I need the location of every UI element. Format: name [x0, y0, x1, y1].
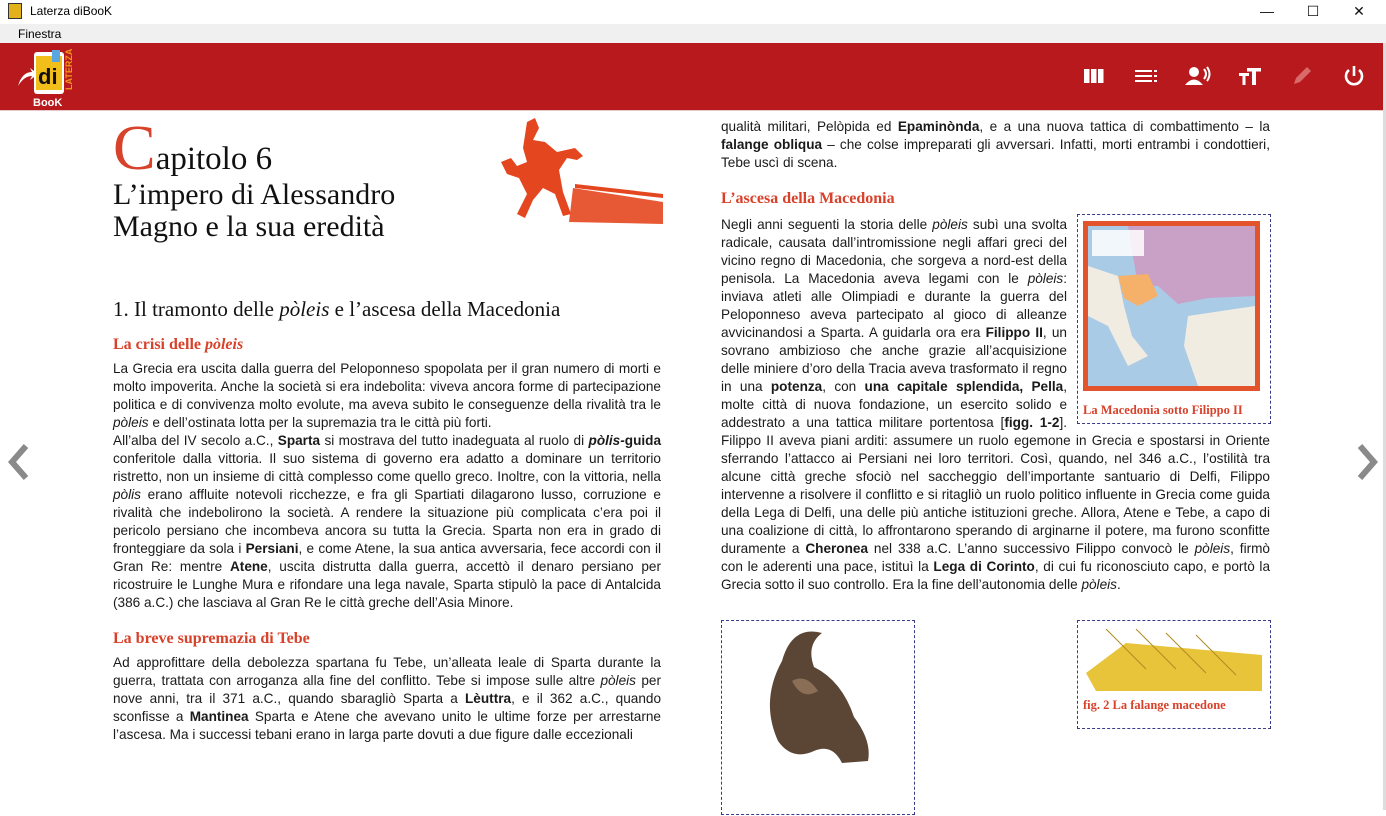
text-run: L’ascesa della Macedonia [721, 190, 895, 207]
text-run: si mostrava del tutto inadeguata al ruolo di [320, 433, 589, 448]
helmet-image [722, 621, 914, 811]
minimize-button[interactable]: — [1260, 3, 1274, 19]
next-page-arrow-icon[interactable] [1352, 440, 1382, 484]
read-aloud-icon[interactable] [1185, 63, 1211, 89]
menu-bar [0, 24, 1386, 43]
text-run: falange obliqua [721, 137, 823, 152]
figure-caption: fig. 2 La falange macedone [1083, 698, 1226, 712]
text-run: La Grecia era uscita dalla guerra del Peloponneso spopolata per il gran numero di morti e molto impoverita. Anche la società si era indebolita: viveva ancora forme di partecipazione politica e di convivenza molto evolute, ma aveva subito le conseguenze della rivalità tra le [113, 361, 661, 412]
chapter-title-line2: Magno e la sua eredità [113, 210, 385, 243]
pencil-icon[interactable] [1289, 63, 1315, 89]
text-run: Lèuttra [465, 691, 512, 706]
text-run: : inviava atleti alle Olimpiadi e durante la guerra del Peloponneso aveva partecipato al gioco di alleanze avvicinandosi a Sparta. A guidarla ora era [721, 271, 1067, 340]
power-icon[interactable] [1341, 63, 1367, 89]
window-titlebar [0, 0, 1386, 24]
text-run: , un sovrano ambizioso che anche grazie all’acquisizione delle miniere d’oro della Tracia aveva trasformato il regno in una [721, 325, 1067, 394]
text-run: ]. Filippo II aveva piani arditi: assumere un ruolo egemone in Grecia e spostarsi in Oriente sferrando l’attacco ai Persiani nei loro territori. Così, quando, nel 346 a.C., l’ostilità tra alcune città greche sfociò nel saccheggio dell’importante santuario di Delfi, Filippo intervenne a risolvere il conflitto e si ritagliò un ruolo politico influente in Grecia come guida della Lega di Delfi, una delle più antiche istituzioni greche. Allora, Atene e Tebe, a capo di una coalizione di città, lo affrontarono sperando di arginarne il potere, ma furono sconfitte duramente a [721, 415, 1270, 556]
text-run: Mantinea [189, 709, 249, 724]
phalanx-image [1086, 629, 1262, 691]
text-run: Sparta [277, 433, 321, 448]
maximize-button[interactable]: ☐ [1306, 3, 1320, 19]
left-column [113, 112, 662, 744]
text-run: potenza [770, 379, 823, 394]
paragraph [113, 654, 661, 744]
macedonia-map-image [1083, 221, 1260, 391]
text-run: erano affluite notevoli ricchezze, e fra gli Spartiati dilagarono lusso, corruzione e rivalità che indebolirono la società. A rendere la situazione più complicata c’era poi il pericolo persiano che incombeva ancora su tutta la Grecia. Sparta non era in grado di fronteggiare da sola i [113, 487, 661, 556]
svg-text:BooK: BooK [33, 97, 63, 108]
paragraph [721, 118, 1270, 172]
chapter-header [113, 112, 661, 288]
text-run: , di cui fu riconosciuto capo, e portò la Grecia sotto il suo controllo. Era la fine dell’autonomia delle [721, 559, 1271, 592]
text-run: Lega di Corinto [933, 559, 1035, 574]
close-button[interactable]: ✕ [1353, 3, 1365, 19]
paragraph [113, 360, 661, 432]
text-run: , firmò con le aderenti una pace, istituì la [721, 541, 1270, 574]
right-column [721, 118, 1270, 594]
text-run: pòleis [1027, 271, 1064, 286]
text-run: . [1116, 577, 1121, 592]
text-run: Negli anni seguenti la storia delle [721, 217, 933, 232]
text-run: Epaminònda [897, 119, 980, 134]
text-run: , e come Atene, la sua antica avversaria, fece accordi con il Gran Re: mentre [113, 541, 661, 574]
text-run: figg. 1-2 [1004, 415, 1060, 430]
text-run: pòleis [1081, 577, 1117, 592]
section-title: 1. Il tramonto delle pòleis e l’ascesa della Macedonia [113, 297, 561, 321]
text-run: conferitole dalla vittoria. Il suo sistema di governo era adatto a dominare un territorio ristretto, non un insieme di città complesso come quello greco. Inoltre, con la vittoria, nella [113, 451, 661, 484]
chapter-title-line1: L’impero di Alessandro [113, 178, 396, 211]
figure-caption: La Macedonia sotto Filippo II [1083, 403, 1243, 417]
text-run: Atene [229, 559, 268, 574]
dibook-logo[interactable] [16, 48, 80, 108]
text-run: Ad approfittare della debolezza spartana fu Tebe, un’alleata leale di Sparta durante la guerra, trattata con arroganza alla fine del conflitto. Tebe si impose sulle altre [113, 655, 661, 688]
text-run: pòleis [1194, 541, 1231, 556]
text-run: Filippo II [985, 325, 1043, 340]
text-run: La crisi delle [113, 336, 205, 353]
text-run: pòleis [204, 336, 244, 353]
columns-icon[interactable] [1081, 63, 1107, 89]
figure-map[interactable] [1077, 214, 1271, 424]
subheading-crisi [113, 336, 661, 354]
text-run: subì una svolta radicale, causata dall’intromissione negli affari greci del vicino regno di Macedonia, che sorgeva a nord-est della penisola. La Macedonia aveva legami con le [721, 217, 1068, 286]
text-run: Sparta e Atene che avevano unito le ultime forze per arrestarne l’ascesa. Ma i successi tebani erano in larga parte dovuti a due figure dalle eccezionali [113, 709, 661, 742]
figure-phalanx[interactable] [1077, 620, 1271, 729]
text-run: pòlis [113, 487, 141, 502]
figure-helmet[interactable] [721, 620, 915, 815]
text-run: Persiani [245, 541, 299, 556]
text-run: , e a una nuova tattica di combattimento – la [979, 119, 1270, 134]
text-size-icon[interactable] [1237, 63, 1263, 89]
text-run: pòleis [113, 415, 149, 430]
svg-text:LATERZA: LATERZA [64, 48, 74, 90]
text-run: Cheronea [805, 541, 869, 556]
text-run: pòleis [932, 217, 968, 232]
menu-finestra[interactable]: Finestra [18, 27, 62, 41]
text-run: una capitale splendida, Pella [864, 379, 1064, 394]
previous-page-arrow-icon[interactable] [4, 440, 34, 484]
app-icon [8, 3, 22, 19]
text-run: La breve supremazia di Tebe [113, 630, 310, 647]
text-run: All’alba del IV secolo a.C., [113, 433, 278, 448]
text-run: guida [624, 433, 662, 448]
chapter-number: apitolo 6 [155, 141, 273, 177]
toolbar [0, 43, 1383, 110]
text-run: pòleis [600, 673, 636, 688]
text-run: qualità militari, Pelòpida ed [721, 119, 898, 134]
text-run: pòlis- [588, 433, 625, 448]
subheading-macedonia [721, 190, 1270, 208]
paragraph [113, 432, 661, 612]
text-run: , uscita distrutta dalla guerra, accettò il denaro persiano per ricostruire le Lunghe Mura e rifondare una lega navale, Sparta stipulò la pace di Antalcida (386 a.C.) che lasciava al Gran Re le città greche dell’Asia Minore. [113, 559, 661, 610]
text-run: , e il 362 a.C., quando sconfisse a [113, 691, 662, 724]
window-title: Laterza diBooK [30, 4, 113, 18]
text-run: – che colse impreparati gli avversari. Infatti, morti entrambi i condottieri, Tebe uscì di scena. [721, 137, 1270, 170]
svg-text:di: di [38, 64, 58, 89]
subheading-tebe [113, 630, 661, 648]
text-run: per nove anni, tra il 371 a.C., quando sbaragliò Sparta a [113, 673, 661, 706]
text-run: e dell’ostinata lotta per la supremazia tra le città più forti. [152, 415, 492, 430]
list-icon[interactable] [1133, 63, 1159, 89]
text-run: , molte città di nuova fondazione, un esercito solido e addestrato a una tattica militare portentosa [ [721, 379, 1067, 430]
chapter-initial: C [113, 112, 156, 183]
horseman-illustration [497, 118, 663, 224]
text-run: nel 338 a.C. L’anno successivo Filippo convocò le [868, 541, 1195, 556]
text-run: , con [822, 379, 865, 394]
